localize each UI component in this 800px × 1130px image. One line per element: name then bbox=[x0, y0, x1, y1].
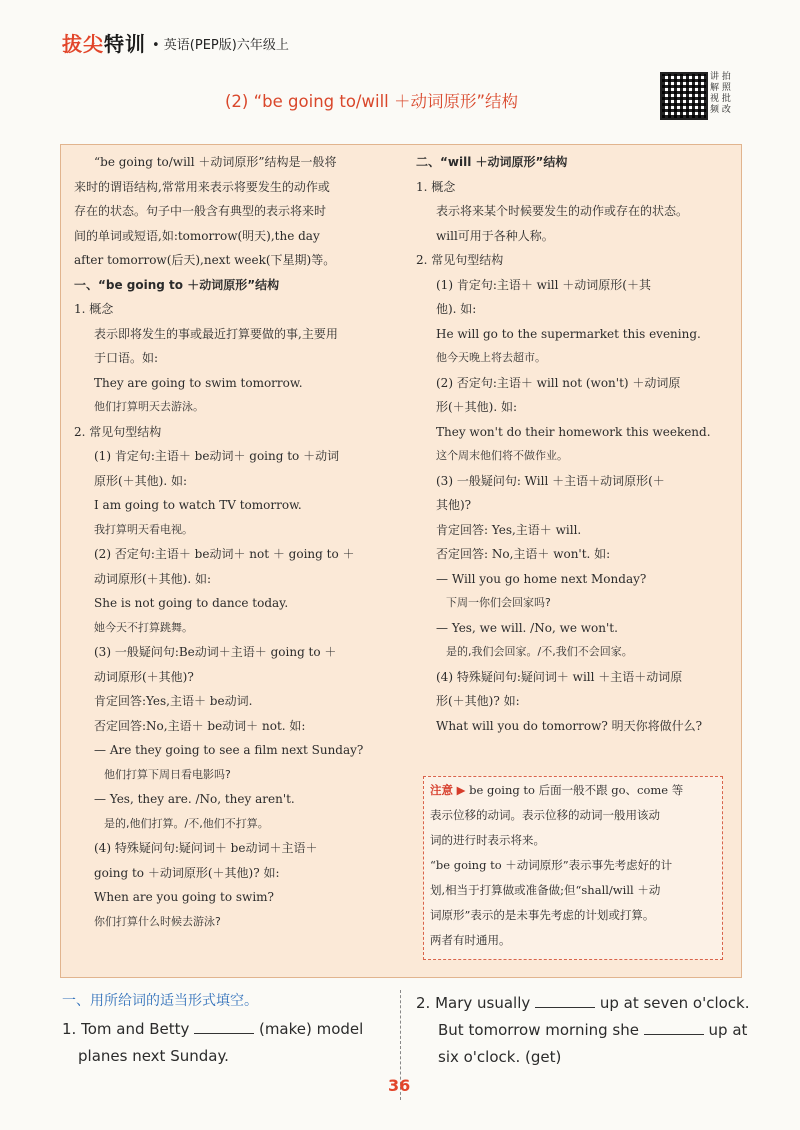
text-line: (1) 肯定句:主语＋ will ＋动词原形(＋其 bbox=[436, 277, 651, 292]
text-line: They won't do their homework this weekend. bbox=[436, 424, 711, 439]
text-line: 否定回答: No,主语＋ won't. 如: bbox=[436, 547, 611, 561]
text-line: 肯定回答: Yes,主语＋ will. bbox=[436, 522, 582, 537]
note-line: 两者有时通用。 bbox=[430, 933, 511, 947]
text-line: (3) 一般疑问句:Be动词＋主语＋ going to ＋ bbox=[94, 645, 337, 659]
note-line: 表示位移的动词。表示位移的动词一般用该动 bbox=[430, 808, 660, 822]
q2-blank-1[interactable] bbox=[535, 993, 595, 1008]
text-line: When are you going to swim? bbox=[94, 890, 274, 904]
qr-label-line: 解 照 bbox=[710, 83, 731, 93]
text-line: 原形(＋其他). 如: bbox=[94, 473, 188, 488]
text-line: She is not going to dance today. bbox=[94, 596, 289, 610]
exercise-q1 bbox=[62, 1016, 392, 1070]
text-line: 她今天不打算跳舞。 bbox=[94, 620, 193, 634]
q2-blank-2[interactable] bbox=[644, 1020, 704, 1035]
text-line: 存在的状态。句子中一般含有典型的表示将来时 bbox=[74, 204, 327, 218]
text-line: 2. 常见句型结构 bbox=[416, 253, 504, 267]
qr-label-line: 讲 拍 bbox=[710, 72, 731, 82]
q1-text-a: 1. Tom and Betty bbox=[62, 1020, 190, 1038]
q1-blank[interactable] bbox=[194, 1019, 254, 1034]
section-title: (2) “be going to/will ＋动词原形”结构 bbox=[225, 92, 519, 111]
text-line: 形(＋其他). 如: bbox=[436, 400, 518, 414]
text-line: 他们打算下周日看电影吗? bbox=[104, 767, 231, 781]
brand-part1: 拔尖 bbox=[62, 32, 104, 56]
q2-text-a: 2. Mary usually bbox=[416, 994, 531, 1012]
text-line: 表示将来某个时候要发生的动作或存在的状态。 bbox=[436, 204, 689, 218]
text-line: 来时的谓语结构,常常用来表示将要发生的动作或 bbox=[74, 179, 330, 194]
text-line: 于口语。如: bbox=[94, 351, 159, 365]
text-line: 他). 如: bbox=[436, 302, 477, 316]
q2-text-b: up at seven o'clock. bbox=[599, 994, 750, 1012]
qr-label-line: 视 批 bbox=[710, 94, 731, 104]
q2-text-d: up at bbox=[708, 1021, 748, 1039]
brand-part2: 特训 bbox=[104, 32, 146, 56]
left-column bbox=[74, 150, 394, 934]
text-line: 一、“be going to ＋动词原形”结构 bbox=[74, 277, 280, 292]
text-line: 1. 概念 bbox=[74, 302, 114, 316]
qr-labels bbox=[710, 72, 734, 116]
qr-code[interactable] bbox=[660, 72, 708, 120]
text-line: 表示即将发生的事或最近打算要做的事,主要用 bbox=[94, 326, 338, 341]
text-line: — Are they going to see a film next Sunday? bbox=[94, 743, 364, 757]
text-line: — Will you go home next Monday? bbox=[436, 571, 647, 586]
brand-logo bbox=[62, 28, 146, 57]
text-line: 你们打算什么时候去游泳? bbox=[94, 914, 221, 928]
text-line: 是的,我们会回家。/不,我们不会回家。 bbox=[446, 645, 633, 658]
note-line: be going to 后面一般不跟 go、come 等 bbox=[469, 783, 684, 797]
text-line: 间的单词或短语,如:tomorrow(明天),the day bbox=[74, 228, 320, 243]
text-line: 我打算明天看电视。 bbox=[94, 522, 193, 536]
note-arrow-icon: ▶ bbox=[453, 783, 470, 797]
q1-text-b: (make) model bbox=[258, 1020, 364, 1038]
text-line: 形(＋其他)? 如: bbox=[436, 694, 520, 708]
note-line: 词原形”表示的是未事先考虑的计划或打算。 bbox=[430, 908, 655, 922]
text-line: (2) 否定句:主语＋ will not (won't) ＋动词原 bbox=[436, 375, 681, 390]
text-line: (2) 否定句:主语＋ be动词＋ not ＋ going to ＋ bbox=[94, 547, 355, 561]
text-line: I am going to watch TV tomorrow. bbox=[94, 498, 302, 512]
text-line: 动词原形(＋其他). 如: bbox=[94, 571, 212, 586]
text-line: (4) 特殊疑问句:疑问词＋ be动词＋主语＋ bbox=[94, 841, 318, 855]
text-line: 他们打算明天去游泳。 bbox=[94, 400, 204, 413]
text-line: What will you do tomorrow? 明天你将做什么? bbox=[436, 718, 703, 733]
text-line: 动词原形(＋其他)? bbox=[94, 669, 194, 684]
note-content bbox=[430, 778, 720, 953]
text-line: 1. 概念 bbox=[416, 179, 456, 194]
note-line: “be going to ＋动词原形”表示事先考虑好的计 bbox=[430, 858, 673, 872]
text-line: (4) 特殊疑问句:疑问词＋ will ＋主语＋动词原 bbox=[436, 669, 683, 684]
text-line: 他今天晚上将去超市。 bbox=[436, 351, 546, 364]
exercise-q2 bbox=[416, 990, 756, 1071]
text-line: “be going to/will ＋动词原形”结构是一般将 bbox=[94, 155, 337, 169]
note-line: 词的进行时表示将来。 bbox=[430, 833, 545, 847]
q1-text-c: planes next Sunday. bbox=[78, 1047, 229, 1065]
page-number: 36 bbox=[388, 1076, 411, 1095]
text-line: will可用于各种人称。 bbox=[436, 228, 554, 243]
text-line: He will go to the supermarket this evening. bbox=[436, 326, 701, 341]
text-line: 否定回答:No,主语＋ be动词＋ not. 如: bbox=[94, 718, 306, 733]
text-line: 肯定回答:Yes,主语＋ be动词. bbox=[94, 694, 253, 708]
book-subtitle: • 英语(PEP版)六年级上 bbox=[152, 38, 289, 53]
note-line: 划,相当于打算做或准备做;但“shall/will ＋动 bbox=[430, 883, 661, 897]
text-line: 其他)? bbox=[436, 498, 472, 512]
text-line: They are going to swim tomorrow. bbox=[94, 375, 303, 390]
text-line: 二、“will ＋动词原形”结构 bbox=[416, 155, 568, 169]
right-column bbox=[416, 150, 736, 738]
text-line: — Yes, we will. /No, we won't. bbox=[436, 620, 618, 635]
exercise-title: 一、用所给词的适当形式填空。 bbox=[62, 993, 258, 1009]
text-line: 是的,他们打算。/不,他们不打算。 bbox=[104, 816, 269, 830]
text-line: — Yes, they are. /No, they aren't. bbox=[94, 792, 295, 806]
text-line: (3) 一般疑问句: Will ＋主语＋动词原形(＋ bbox=[436, 473, 665, 488]
text-line: 这个周末他们将不做作业。 bbox=[436, 449, 568, 462]
q2-text-c: But tomorrow morning she bbox=[438, 1021, 639, 1039]
text-line: 2. 常见句型结构 bbox=[74, 424, 162, 439]
text-line: going to ＋动词原形(＋其他)? 如: bbox=[94, 865, 280, 880]
text-line: 下周一你们会回家吗? bbox=[446, 596, 551, 609]
q2-text-e: six o'clock. (get) bbox=[438, 1048, 562, 1066]
qr-label-line: 频 改 bbox=[710, 105, 731, 115]
text-line: after tomorrow(后天),next week(下星期)等。 bbox=[74, 253, 336, 267]
note-label: 注意 bbox=[430, 783, 453, 797]
text-line: (1) 肯定句:主语＋ be动词＋ going to ＋动词 bbox=[94, 449, 340, 463]
